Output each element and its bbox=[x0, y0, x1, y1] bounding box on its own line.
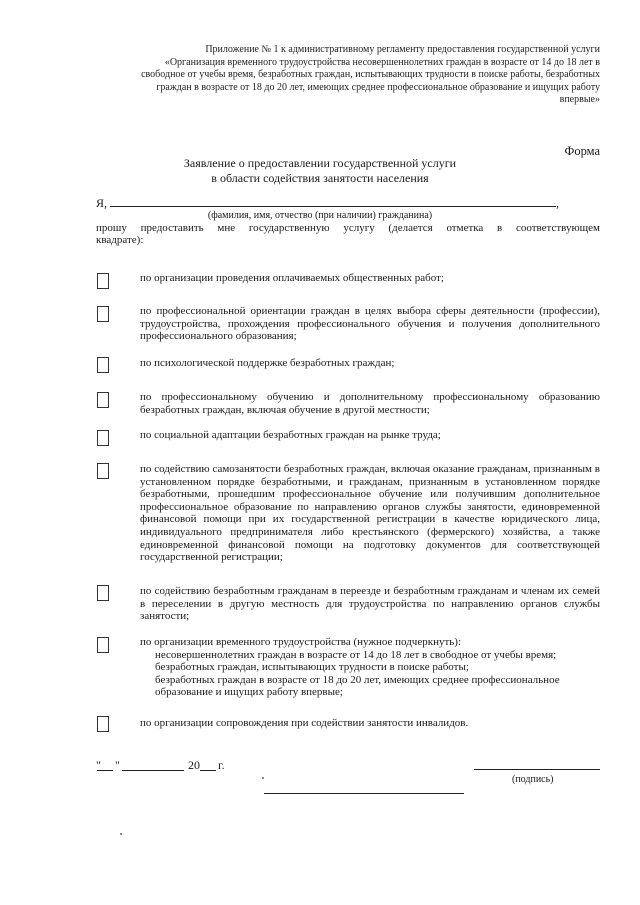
regulation-header bbox=[120, 44, 600, 107]
request-line-1: прошу предоставить мне государственную услугу (делается отметка в соответствующем bbox=[96, 222, 600, 234]
document-title bbox=[0, 156, 640, 186]
option-checkbox[interactable] bbox=[97, 306, 109, 322]
date-year-field[interactable] bbox=[200, 770, 216, 771]
option-text: по профессиональной ориентации граждан в целях выбора сферы деятельности (профессии), трудоустройства, прохождения профессионального обучения и получения дополнительного профессионального образования; bbox=[140, 305, 600, 343]
header-line: граждан в возрасте от 18 до 20 лет, имеющих среднее профессиональное образование и ищущих работу bbox=[156, 81, 600, 93]
date-month-field[interactable] bbox=[122, 770, 184, 771]
date-year-suffix: г. bbox=[218, 758, 225, 772]
scan-speck bbox=[120, 833, 122, 835]
header-line: Приложение № 1 к административному регламенту предоставления государственной услуги bbox=[205, 44, 600, 55]
signature-caption: (подпись) bbox=[512, 774, 554, 785]
temp-employment-sublist bbox=[140, 649, 600, 699]
option-text: по психологической поддержке безработных граждан; bbox=[140, 357, 395, 369]
date-year-prefix: 20 bbox=[188, 758, 200, 772]
sublist-item[interactable]: несовершеннолетних граждан в возрасте от 14 до 18 лет в свободное от учебы время; bbox=[155, 648, 557, 661]
request-line-2: квадрате): bbox=[96, 234, 144, 246]
option-temp-employment bbox=[140, 636, 600, 699]
title-line-2: в области содействия занятости населения bbox=[211, 171, 429, 185]
applicant-prefix: Я, bbox=[96, 196, 108, 210]
sublist-item[interactable]: безработных граждан, испытывающих трудности в поиске работы; bbox=[155, 661, 469, 674]
option-text: по социальной адаптации безработных граждан на рынке труда; bbox=[140, 429, 441, 441]
option-text: по содействию самозанятости безработных граждан, включая оказание гражданам, признанным в установленном порядке безработными, и гражданам, признанным в установленном порядке безработными, прошедшим профессиональное обучение или получившим дополнительное профессиональное образование по направлению органов службы занятости, единовременной финансовой помощи при их государственной регистрации в качестве юридического лица, индивидуального предпринимателя либо крестьянского (фермерского) хозяйства, а также единовременной финансовой помощи на подготовку документов для соответствующей государственной регистрации; bbox=[140, 463, 600, 564]
scan-speck bbox=[262, 777, 264, 779]
form-label: Форма bbox=[564, 144, 600, 158]
option-checkbox[interactable] bbox=[97, 637, 109, 653]
signature-field[interactable] bbox=[474, 769, 600, 770]
request-text bbox=[96, 222, 600, 246]
date-day-field[interactable] bbox=[97, 770, 113, 771]
option-checkbox[interactable] bbox=[97, 273, 109, 289]
title-line-1: Заявление о предоставлении государственной услуги bbox=[183, 156, 457, 170]
option-checkbox[interactable] bbox=[97, 357, 109, 373]
option-checkbox[interactable] bbox=[97, 392, 109, 408]
sublist-item[interactable]: безработных граждан в возрасте от 18 до 20 лет, имеющих среднее профессиональное образование и ищущих работу впервые; bbox=[155, 673, 560, 699]
option-text: по организации сопровождения при содействии занятости инвалидов. bbox=[140, 717, 469, 729]
header-line: «Организация временного трудоустройства несовершеннолетних граждан в возрасте от 14 до 18 лет в bbox=[164, 56, 600, 68]
option-checkbox[interactable] bbox=[97, 463, 109, 479]
applicant-name-caption: (фамилия, имя, отчество (при наличии) гражданина) bbox=[207, 210, 433, 221]
option-checkbox[interactable] bbox=[97, 430, 109, 446]
option-checkbox[interactable] bbox=[97, 716, 109, 732]
header-line: свободное от учебы время, безработных граждан, испытывающих трудности в поиске работы, безработных bbox=[141, 69, 600, 80]
option-text: по содействию безработным гражданам в переезде и безработным гражданам и членам их семей в переселении в другую местность для трудоустройства по направлению органов службы занятости; bbox=[140, 585, 600, 623]
applicant-name-field[interactable] bbox=[110, 206, 556, 207]
option-text: по профессиональному обучению и дополнительному профессиональному образованию безработных граждан, включая обучение в другой местности; bbox=[140, 391, 600, 416]
option-checkbox[interactable] bbox=[97, 585, 109, 601]
date-close-quote: " bbox=[115, 758, 120, 772]
header-line: впервые» bbox=[559, 94, 600, 105]
applicant-comma: , bbox=[556, 196, 559, 210]
date-open-quote: " bbox=[96, 758, 101, 772]
option-text: по организации проведения оплачиваемых общественных работ; bbox=[140, 272, 444, 284]
name-decoding-field[interactable] bbox=[264, 793, 464, 794]
option-text: по организации временного трудоустройства (нужное подчеркнуть): bbox=[140, 636, 461, 648]
